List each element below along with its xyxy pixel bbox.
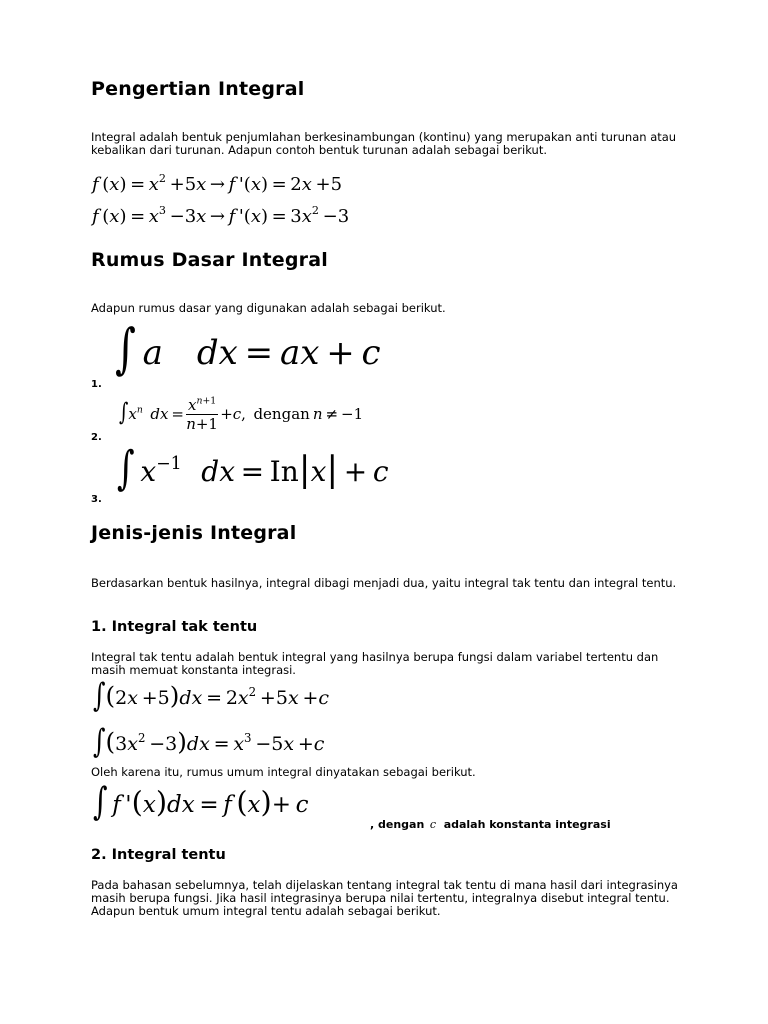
heading-jenis-integral: Jenis-jenis Integral bbox=[91, 522, 297, 544]
subheading-integral-tak-tentu: 1. Integral tak tentu bbox=[91, 619, 258, 635]
note-suffix: adalah konstanta integrasi bbox=[443, 818, 611, 831]
formula-number-2: 2. bbox=[91, 432, 102, 443]
formula-3: ∫ $x^{-1}$ dx = In|x| + c bbox=[117, 441, 389, 496]
formula-number-1: 1. bbox=[91, 379, 102, 390]
note-prefix: , dengan bbox=[370, 818, 425, 831]
rumus-intro-text: Adapun rumus dasar yang digunakan adalah sebagai berikut. bbox=[91, 301, 446, 315]
derivative-example-2: f $(x) = x^3 -3x \to f$ '$(x) = 3x^2 -3$ bbox=[92, 204, 350, 227]
general-indefinite-integral-formula: ∫ f '(x)dx = f (x)+ c bbox=[93, 779, 309, 824]
note-variable: c bbox=[429, 818, 436, 831]
indefinite-integral-example-2: $\int(3x^2 -3)dx = x^3 -5x +c$ bbox=[93, 722, 325, 760]
jenis-intro-text: Berdasarkan bentuk hasilnya, integral dibagi menjadi dua, yaitu integral tak tentu dan integral tentu. bbox=[91, 576, 677, 590]
general-formula-intro-text: Oleh karena itu, rumus umum integral dinyatakan sebagai berikut. bbox=[91, 765, 476, 779]
tak-tentu-intro-text: Integral tak tentu adalah bentuk integral yang hasilnya berupa fungsi dalam variabel tertentu dan masih memuat konstanta integrasi. bbox=[91, 650, 659, 677]
heading-rumus-dasar: Rumus Dasar Integral bbox=[91, 249, 328, 271]
formula-2-condition-word: dengan bbox=[253, 405, 310, 424]
formula-1: ∫ a dx = ax + c bbox=[115, 318, 381, 381]
formula-2: $\int x^n$ dx = $\frac{x^{n+1}}{n+1}$ +c, dengan n ≠ −1 bbox=[119, 395, 364, 434]
tentu-intro-text: Pada bahasan sebelumnya, telah dijelaskan tentang integral tak tentu di mana hasil dari integrasinya masih berupa fungsi. Jika hasil integrasinya berupa nilai tertentu, integralnya disebut integral tentu. Adapun bentuk umum integral tentu adalah sebagai berikut. bbox=[91, 878, 678, 918]
heading-pengertian-integral: Pengertian Integral bbox=[91, 78, 305, 100]
indefinite-integral-example-1: $\int(2x +5)dx = 2x^2 +5x +c$ bbox=[93, 676, 330, 714]
formula-number-3: 3. bbox=[91, 494, 102, 505]
derivative-example-1: f $(x) = x^2 +5x \to f$ '(x) = 2x +5 bbox=[92, 172, 343, 195]
subheading-integral-tentu: 2. Integral tentu bbox=[91, 847, 226, 863]
pengertian-intro-text: Integral adalah bentuk penjumlahan berkesinambungan (kontinu) yang merupakan anti turunan atau kebalikan dari turunan. Adapun contoh bentuk turunan adalah sebagai berikut. bbox=[91, 130, 677, 157]
integration-constant-note bbox=[370, 818, 611, 831]
